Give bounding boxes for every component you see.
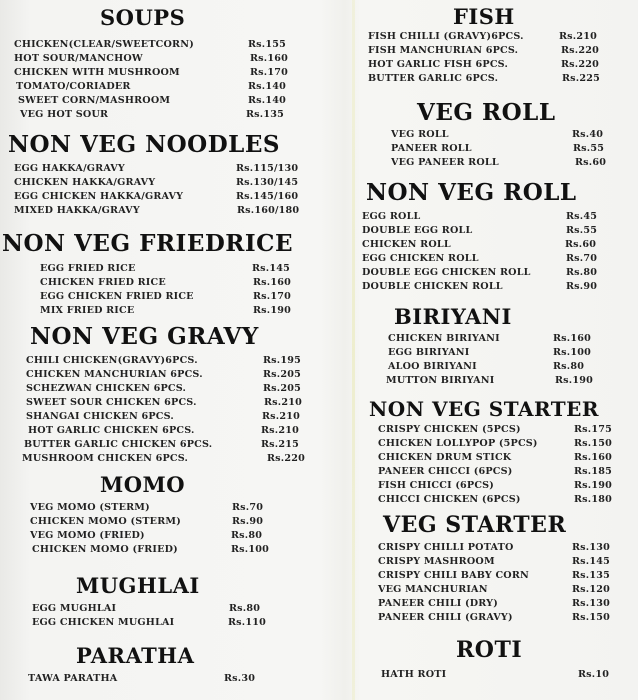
menu-item-price: Rs.60	[575, 157, 607, 168]
menu-item-price: Rs.190	[253, 305, 291, 316]
menu-item-price: Rs.155	[248, 39, 286, 50]
menu-item-name: CHICKEN LOLLYPOP (5PCS)	[378, 438, 538, 449]
menu-item-name: EGG CHICKEN MUGHLAI	[32, 617, 175, 628]
menu-item-price: Rs.30	[224, 673, 256, 684]
menu-item-name: CRISPY CHICKEN (5PCS)	[378, 424, 521, 435]
menu-item-price: Rs.100	[553, 347, 591, 358]
section-title: NON VEG ROLL	[366, 179, 577, 206]
menu-item-price: Rs.220	[561, 45, 599, 56]
section-title: NON VEG STARTER	[369, 397, 600, 421]
menu-item-price: Rs.80	[566, 267, 598, 278]
menu-item-price: Rs.145/160	[236, 191, 299, 202]
menu-item-name: MIX FRIED RICE	[40, 305, 135, 316]
menu-item-name: TAWA PARATHA	[28, 673, 118, 684]
menu-item-price: Rs.160	[253, 277, 291, 288]
menu-item-price: Rs.60	[565, 239, 597, 250]
menu-item-price: Rs.145	[252, 263, 290, 274]
menu-item-price: Rs.160	[553, 333, 591, 344]
menu-item-name: SWEET CORN/MASHROOM	[18, 95, 171, 106]
menu-item-name: HOT SOUR/MANCHOW	[14, 53, 143, 64]
menu-item-price: Rs.225	[562, 73, 600, 84]
menu-item-name: MUTTON BIRIYANI	[386, 375, 495, 386]
menu-item-price: Rs.90	[232, 516, 264, 527]
menu-item-name: BUTTER GARLIC 6PCS.	[368, 73, 499, 84]
section-title: BIRIYANI	[394, 304, 512, 329]
menu-item-price: Rs.40	[572, 129, 604, 140]
section-title: VEG ROLL	[417, 99, 556, 126]
menu-item-price: Rs.140	[248, 81, 286, 92]
menu-item-name: SHANGAI CHICKEN 6PCS.	[26, 411, 174, 422]
menu-item-name: BUTTER GARLIC CHICKEN 6PCS.	[24, 439, 213, 450]
menu-item-price: Rs.55	[566, 225, 598, 236]
menu-item-price: Rs.120	[572, 584, 610, 595]
menu-item-price: Rs.205	[263, 383, 301, 394]
menu-item-name: CHICKEN MANCHURIAN 6PCS.	[26, 369, 203, 380]
menu-item-name: CHILI CHICKEN(GRAVY)6PCS.	[26, 355, 198, 366]
menu-item-name: EGG CHICKEN HAKKA/GRAVY	[14, 191, 184, 202]
section-title: PARATHA	[76, 643, 195, 668]
menu-item-price: Rs.170	[253, 291, 291, 302]
menu-item-price: Rs.80	[553, 361, 585, 372]
menu-item-name: CHICKEN(CLEAR/SWEETCORN)	[14, 39, 194, 50]
menu-item-name: HOT GARLIC FISH 6PCS.	[368, 59, 509, 70]
menu-item-name: MIXED HAKKA/GRAVY	[14, 205, 140, 216]
menu-item-name: PANEER CHILI (GRAVY)	[378, 612, 513, 623]
menu-item-price: Rs.70	[566, 253, 598, 264]
menu-item-name: CHICKEN BIRIYANI	[388, 333, 500, 344]
menu-item-price: Rs.210	[262, 411, 300, 422]
menu-item-name: SCHEZWAN CHICKEN 6PCS.	[26, 383, 187, 394]
menu-item-price: Rs.220	[267, 453, 305, 464]
menu-item-price: Rs.100	[231, 544, 269, 555]
menu-item-name: PANEER CHICCI (6PCS)	[378, 466, 513, 477]
menu-item-name: VEG ROLL	[391, 129, 449, 140]
menu-item-price: Rs.90	[566, 281, 598, 292]
menu-item-name: FISH CHICCI (6PCS)	[378, 480, 495, 491]
column-divider	[352, 0, 355, 700]
menu-item-name: DOUBLE EGG ROLL	[362, 225, 473, 236]
menu-item-price: Rs.150	[572, 612, 610, 623]
section-title: NON VEG NOODLES	[8, 131, 280, 158]
menu-item-price: Rs.80	[231, 530, 263, 541]
menu-item-price: Rs.55	[573, 143, 605, 154]
menu-item-name: DOUBLE EGG CHICKEN ROLL	[362, 267, 531, 278]
menu-item-price: Rs.80	[229, 603, 261, 614]
menu-item-name: CRISPY CHILLI POTATO	[378, 542, 514, 553]
menu-item-price: Rs.145	[572, 556, 610, 567]
menu-item-price: Rs.220	[561, 59, 599, 70]
menu-item-name: PANEER ROLL	[391, 143, 472, 154]
menu-item-price: Rs.135	[572, 570, 610, 581]
menu-item-price: Rs.130	[572, 598, 610, 609]
menu-item-price: Rs.210	[559, 31, 597, 42]
menu-item-name: VEG PANEER ROLL	[391, 157, 499, 168]
menu-item-name: CHICKEN MOMO (STERM)	[30, 516, 181, 527]
menu-item-name: EGG FRIED RICE	[40, 263, 136, 274]
menu-item-price: Rs.135	[246, 109, 284, 120]
menu-item-name: HOT GARLIC CHICKEN 6PCS.	[28, 425, 195, 436]
section-title: NON VEG GRAVY	[30, 323, 259, 350]
menu-item-name: FISH CHILLI (GRAVY)6PCS.	[368, 31, 524, 42]
menu-item-name: MUSHROOM CHICKEN 6PCS.	[22, 453, 189, 464]
menu-item-price: Rs.150	[574, 438, 612, 449]
menu-item-price: Rs.130/145	[236, 177, 299, 188]
menu-item-name: FISH MANCHURIAN 6PCS.	[368, 45, 519, 56]
menu-item-name: VEG MOMO (FRIED)	[30, 530, 145, 541]
menu-item-price: Rs.190	[574, 480, 612, 491]
menu-item-name: CRISPY MASHROOM	[378, 556, 495, 567]
menu-item-name: CHICKEN FRIED RICE	[40, 277, 166, 288]
menu-item-price: Rs.160	[574, 452, 612, 463]
menu-item-name: CHICKEN HAKKA/GRAVY	[14, 177, 156, 188]
menu-item-name: CHICCI CHICKEN (6PCS)	[378, 494, 521, 505]
menu-item-name: VEG MANCHURIAN	[378, 584, 488, 595]
menu-item-price: Rs.215	[261, 439, 299, 450]
menu-item-price: Rs.160/180	[237, 205, 300, 216]
menu-item-name: SWEET SOUR CHICKEN 6PCS.	[26, 397, 197, 408]
menu-item-name: VEG MOMO (STERM)	[30, 502, 150, 513]
menu-item-price: Rs.130	[572, 542, 610, 553]
menu-item-price: Rs.180	[574, 494, 612, 505]
menu-item-price: Rs.210	[264, 397, 302, 408]
menu-item-price: Rs.115/130	[236, 163, 299, 174]
menu-item-name: ALOO BIRIYANI	[388, 361, 477, 372]
menu-item-price: Rs.45	[566, 211, 598, 222]
menu-item-name: EGG ROLL	[362, 211, 421, 222]
menu-item-price: Rs.190	[555, 375, 593, 386]
menu-item-name: CHICKEN DRUM STICK	[378, 452, 512, 463]
menu-item-name: EGG HAKKA/GRAVY	[14, 163, 125, 174]
section-title: MUGHLAI	[76, 573, 200, 598]
menu-item-price: Rs.160	[250, 53, 288, 64]
menu-item-name: DOUBLE CHICKEN ROLL	[362, 281, 503, 292]
menu-item-name: CHICKEN MOMO (FRIED)	[32, 544, 178, 555]
menu-item-price: Rs.140	[248, 95, 286, 106]
menu-item-name: CHICKEN WITH MUSHROOM	[14, 67, 180, 78]
menu-item-price: Rs.205	[263, 369, 301, 380]
section-title: NON VEG FRIEDRICE	[2, 230, 294, 257]
menu-item-price: Rs.185	[574, 466, 612, 477]
menu-item-price: Rs.195	[263, 355, 301, 366]
menu-item-price: Rs.170	[250, 67, 288, 78]
menu-item-name: EGG BIRIYANI	[388, 347, 470, 358]
menu-item-price: Rs.70	[232, 502, 264, 513]
menu-item-name: VEG HOT SOUR	[20, 109, 109, 120]
menu-item-name: EGG CHICKEN FRIED RICE	[40, 291, 194, 302]
menu-item-price: Rs.10	[578, 669, 610, 680]
section-title: VEG STARTER	[383, 512, 567, 538]
menu-item-price: Rs.210	[261, 425, 299, 436]
menu-item-price: Rs.110	[228, 617, 266, 628]
menu-item-name: PANEER CHILI (DRY)	[378, 598, 498, 609]
menu-item-price: Rs.175	[574, 424, 612, 435]
menu-item-name: TOMATO/CORIADER	[16, 81, 131, 92]
menu-item-name: CHICKEN ROLL	[362, 239, 451, 250]
section-title: MOMO	[100, 472, 186, 497]
menu-item-name: HATH ROTI	[381, 669, 447, 680]
section-title: ROTI	[456, 637, 523, 663]
section-title: FISH	[453, 4, 515, 29]
menu-item-name: EGG CHICKEN ROLL	[362, 253, 479, 264]
menu-item-name: CRISPY CHILI BABY CORN	[378, 570, 530, 581]
section-title: SOUPS	[100, 5, 186, 30]
menu-item-name: EGG MUGHLAI	[32, 603, 117, 614]
